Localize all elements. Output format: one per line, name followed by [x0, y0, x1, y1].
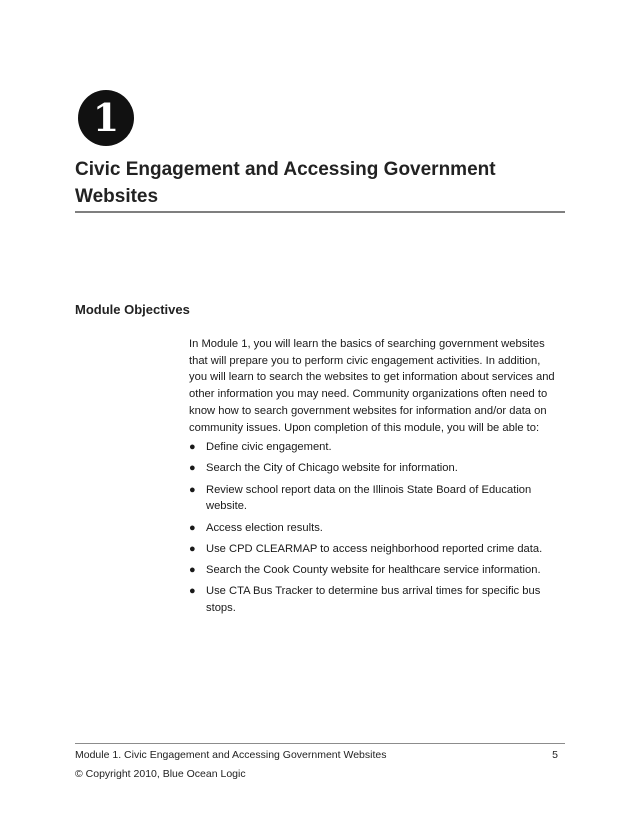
page-number: 5: [552, 749, 558, 761]
module-number-badge: 1: [78, 90, 134, 146]
list-item: [189, 541, 561, 558]
list-item: [189, 439, 561, 456]
list-item-text: Access election results.: [206, 521, 323, 534]
bullet-icon: ●: [189, 585, 196, 598]
objectives-content: [189, 336, 561, 621]
list-item: [189, 562, 561, 579]
section-heading: Module Objectives: [75, 302, 190, 317]
list-item-text: Review school report data on the Illinois State Board of Education website.: [206, 483, 532, 513]
list-item: [189, 520, 561, 537]
bullet-icon: ●: [189, 483, 196, 496]
bullet-icon: ●: [189, 563, 196, 576]
list-item-text: Search the Cook County website for healthcare service information.: [206, 563, 541, 576]
list-item-text: Use CPD CLEARMAP to access neighborhood reported crime data.: [206, 542, 543, 555]
chapter-title: Civic Engagement and Accessing Government Websites: [75, 159, 496, 207]
bullet-icon: ●: [189, 521, 196, 534]
list-item-text: Use CTA Bus Tracker to determine bus arrival times for specific bus stops.: [206, 585, 541, 614]
copyright-notice: © Copyright 2010, Blue Ocean Logic: [75, 768, 246, 780]
title-divider: [75, 211, 565, 213]
intro-paragraph: In Module 1, you will learn the basics of searching government websites that will prepare you to perform civic engagement activities. In addition, you will learn to search the websites to get information about services and other information you may need. Community organizations often need to know how to search government websites for information and/or data on community issues. Upon completion of this module, you will be able to:: [189, 338, 555, 434]
list-item: [189, 460, 561, 477]
bullet-icon: ●: [189, 542, 196, 555]
list-item: [189, 583, 561, 616]
bullet-icon: ●: [189, 462, 196, 475]
list-item-text: Define civic engagement.: [206, 441, 332, 454]
list-item: [189, 482, 561, 515]
list-item-text: Search the City of Chicago website for information.: [206, 462, 458, 475]
objectives-list: [189, 439, 561, 616]
footer-title: Module 1. Civic Engagement and Accessing Government Websites: [75, 749, 387, 761]
bullet-icon: ●: [189, 441, 196, 454]
footer-divider: [75, 743, 565, 744]
